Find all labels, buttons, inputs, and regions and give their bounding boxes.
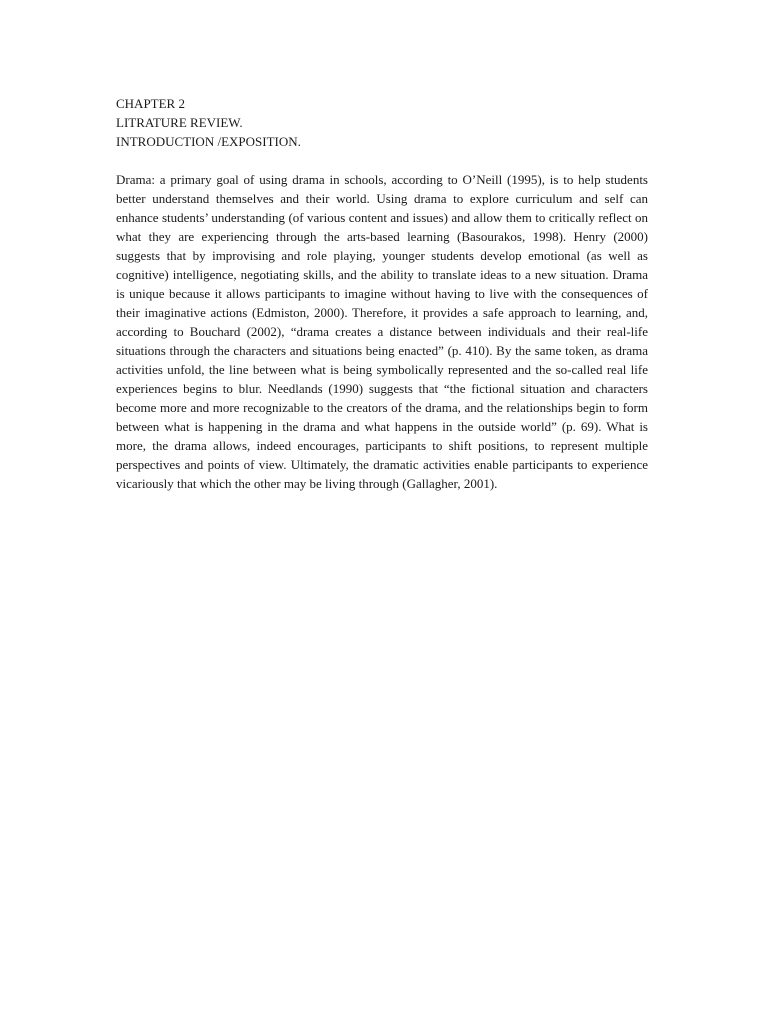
chapter-heading-block: [116, 94, 648, 151]
chapter-number: CHAPTER 2: [116, 96, 185, 111]
body-paragraph: Drama: a primary goal of using drama in schools, according to O’Neill (1995), is to help students better understand themselves and their world. Using drama to explore curriculum and self can enhance students’ understanding (of various content and issues) and allow them to critically reflect on what they are experiencing through the arts-based learning (Basourakos, 1998). Henry (2000) suggests that by improvising and role playing, younger students develop emotional (as well as cognitive) intelligence, negotiating skills, and the ability to translate ideas to a new situation. Drama is unique because it allows participants to imagine without having to live with the consequences of their imaginative actions (Edmiston, 2000). Therefore, it provides a safe approach to learning, and, according to Bouchard (2002), “drama creates a distance between individuals and their real-life situations through the characters and situations being enacted” (p. 410). By the same token, as drama activities unfold, the line between what is being symbolically represented and the so-called real life experiences begins to blur. Needlands (1990) suggests that “the fictional situation and characters become more and more recognizable to the creators of the drama, and the relationships begin to form between what is happening in the drama and what happens in the outside world” (p. 69). What is more, the drama allows, indeed encourages, participants to shift positions, to represent multiple perspectives and points of view. Ultimately, the dramatic activities enable participants to experience vicariously that which the other may be living through (Gallagher, 2001).: [116, 172, 648, 491]
section-title: INTRODUCTION /EXPOSITION.: [116, 134, 301, 149]
document-page: [116, 94, 648, 493]
chapter-title: LITRATURE REVIEW.: [116, 115, 243, 130]
